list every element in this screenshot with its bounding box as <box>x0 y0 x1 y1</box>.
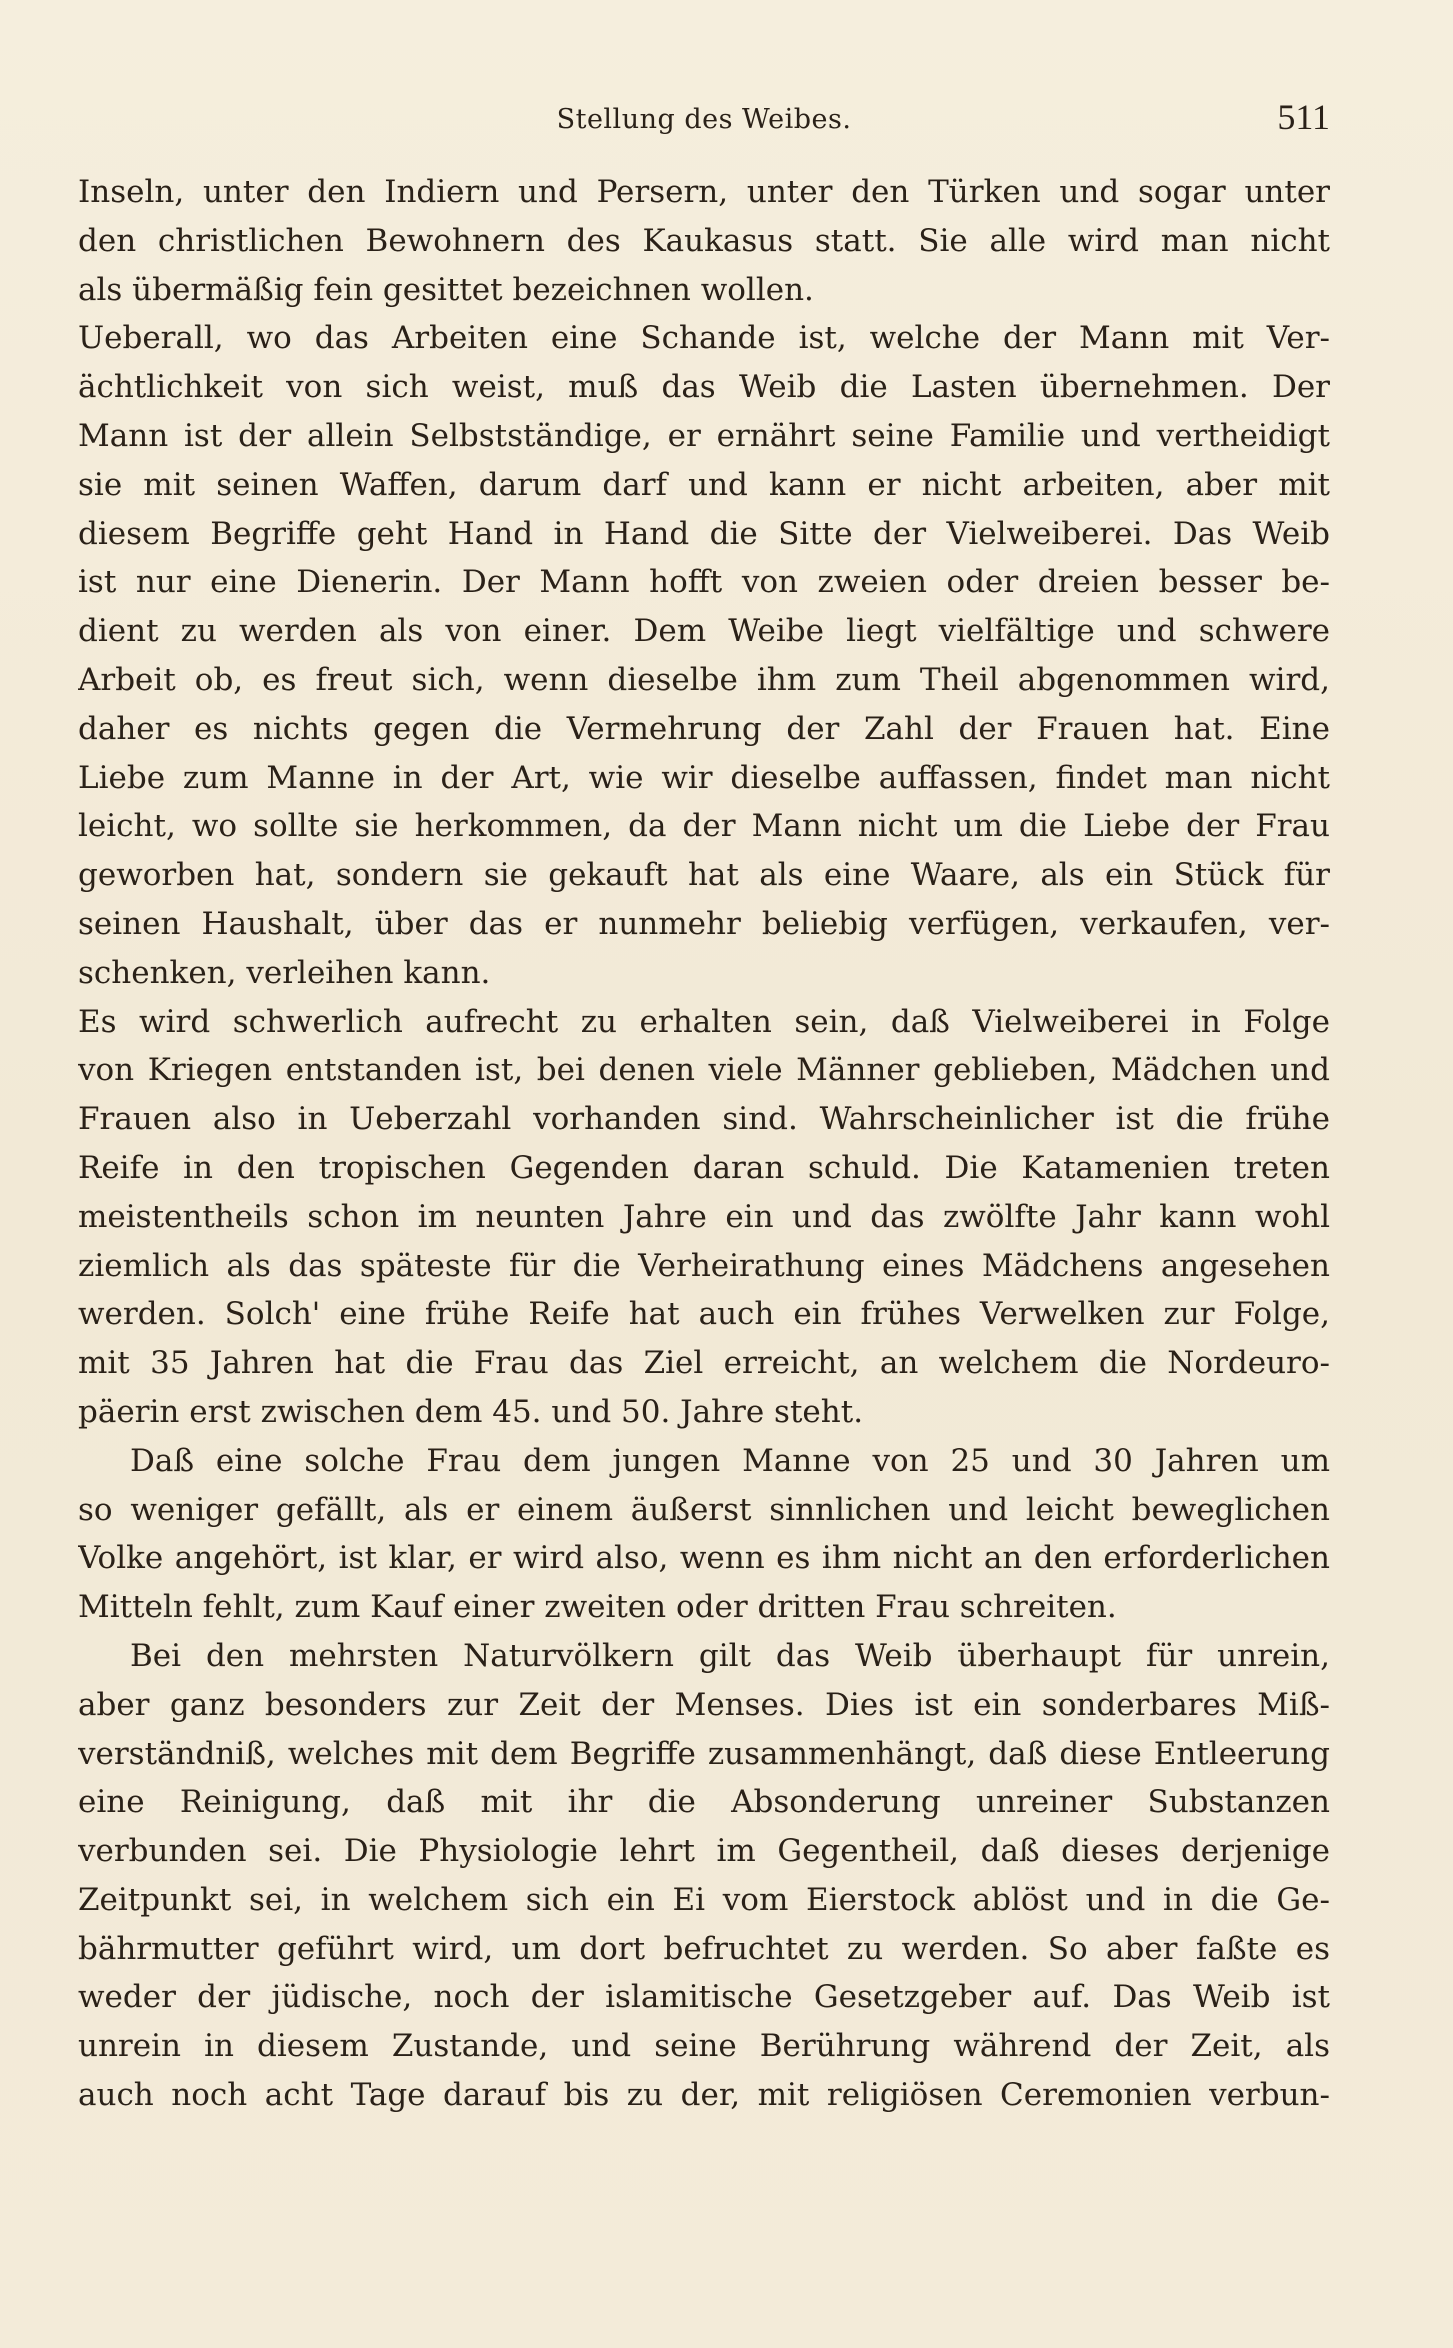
body-text <box>78 168 1330 2120</box>
text-line: aber ganz besonders zur Zeit der Menses. Dies ist ein sonderbares Miß- <box>78 1686 1330 1723</box>
text-line: päerin erst zwischen dem 45. und 50. Jahre steht. <box>78 1393 864 1430</box>
text-line: sie mit seinen Waffen, darum darf und kann er nicht arbeiten, aber mit <box>78 466 1330 503</box>
text-line: Es wird schwerlich aufrecht zu erhalten sein, daß Vielweiberei in Folge <box>78 1003 1330 1040</box>
text-line: daher es nichts gegen die Vermehrung der Zahl der Frauen hat. Eine <box>78 710 1330 747</box>
page-number: 511 <box>1277 97 1330 137</box>
running-title: Stellung des Weibes. <box>556 104 852 135</box>
text-line: bährmutter geführt wird, um dort befruchtet zu werden. So aber faßte es <box>78 1930 1330 1967</box>
text-line: Mitteln fehlt, zum Kauf einer zweiten oder dritten Frau schreiten. <box>78 1589 1117 1626</box>
text-line: schenken, verleihen kann. <box>78 954 491 991</box>
text-line: Frauen also in Ueberzahl vorhanden sind. Wahrscheinlicher ist die frühe <box>78 1101 1330 1138</box>
text-line: leicht, wo sollte sie herkommen, da der Mann nicht um die Liebe der Frau <box>78 808 1330 845</box>
text-line: Mann ist der allein Selbstständige, er ernährt seine Familie und vertheidigt <box>78 417 1330 454</box>
text-line: Arbeit ob, es freut sich, wenn dieselbe ihm zum Theil abgenommen wird, <box>78 661 1330 698</box>
text-line: Zeitpunkt sei, in welchem sich ein Ei vom Eierstock ablöst und in die Ge- <box>78 1881 1330 1918</box>
text-line: Daß eine solche Frau dem jungen Manne von 25 und 30 Jahren um <box>130 1442 1330 1479</box>
page-header <box>78 96 1330 146</box>
text-line: so weniger gefällt, als er einem äußerst sinnlichen und leicht beweglichen <box>78 1491 1330 1528</box>
text-line: weder der jüdische, noch der islamitische Gesetzgeber auf. Das Weib ist <box>78 1979 1330 2016</box>
text-line: ziemlich als das späteste für die Verheirathung eines Mädchens angesehen <box>78 1247 1330 1284</box>
text-line: verständniß, welches mit dem Begriffe zusammenhängt, daß diese Entleerung <box>78 1735 1330 1772</box>
text-line: von Kriegen entstanden ist, bei denen viele Männer geblieben, Mädchen und <box>78 1052 1330 1089</box>
text-line: werden. Solch' eine frühe Reife hat auch ein frühes Verwelken zur Folge, <box>78 1296 1330 1333</box>
text-line: auch noch acht Tage darauf bis zu der, mit religiösen Ceremonien verbun- <box>78 2077 1330 2114</box>
text-line: ist nur eine Dienerin. Der Mann hofft von zweien oder dreien besser be- <box>78 564 1330 601</box>
text-line: Volke angehört, ist klar, er wird also, wenn es ihm nicht an den erforderlichen <box>78 1540 1330 1577</box>
text-line: Ueberall, wo das Arbeiten eine Schande ist, welche der Mann mit Ver- <box>78 320 1330 357</box>
text-line: Liebe zum Manne in der Art, wie wir dieselbe auffassen, findet man nicht <box>78 759 1330 796</box>
text-line: den christlichen Bewohnern des Kaukasus statt. Sie alle wird man nicht <box>78 222 1330 259</box>
text-line: als übermäßig fein gesittet bezeichnen wollen. <box>78 271 814 308</box>
text-line: Inseln, unter den Indiern und Persern, unter den Türken und sogar unter <box>78 174 1330 210</box>
text-line: mit 35 Jahren hat die Frau das Ziel erreicht, an welchem die Nordeuro- <box>78 1345 1330 1382</box>
text-line: Reife in den tropischen Gegenden daran schuld. Die Katamenien treten <box>78 1149 1330 1186</box>
text-line: verbunden sei. Die Physiologie lehrt im Gegentheil, daß dieses derjenige <box>78 1833 1330 1870</box>
text-line: eine Reinigung, daß mit ihr die Absonderung unreiner Substanzen <box>78 1784 1330 1821</box>
text-line: geworben hat, sondern sie gekauft hat als eine Waare, als ein Stück für <box>78 857 1330 894</box>
text-line: diesem Begriffe geht Hand in Hand die Sitte der Vielweiberei. Das Weib <box>78 515 1330 552</box>
text-line: Bei den mehrsten Naturvölkern gilt das Weib überhaupt für unrein, <box>130 1637 1330 1674</box>
text-line: unrein in diesem Zustande, und seine Berührung während der Zeit, als <box>78 2028 1330 2065</box>
text-line: meistentheils schon im neunten Jahre ein und das zwölfte Jahr kann wohl <box>78 1198 1330 1235</box>
text-line: ächtlichkeit von sich weist, muß das Weib die Lasten übernehmen. Der <box>78 369 1330 406</box>
text-line: seinen Haushalt, über das er nunmehr beliebig verfügen, verkaufen, ver- <box>78 905 1330 942</box>
text-line: dient zu werden als von einer. Dem Weibe liegt vielfältige und schwere <box>78 613 1330 650</box>
